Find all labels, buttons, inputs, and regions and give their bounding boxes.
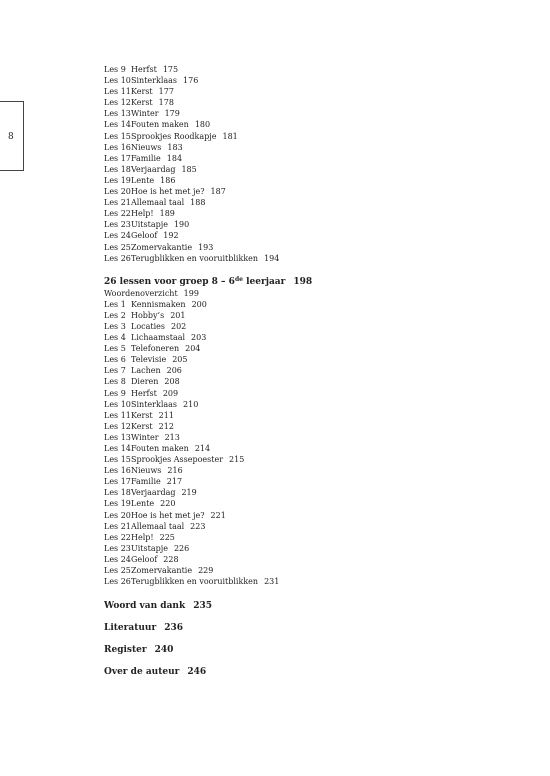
lesson-title: Terugblikken en vooruitblikken — [131, 253, 259, 263]
lesson-page: 211 — [158, 410, 174, 420]
lesson-title: Uitstapje — [131, 220, 168, 230]
lesson-page: 179 — [164, 109, 180, 119]
lesson-number: Les 10 — [104, 399, 131, 409]
lesson-title: Fouten maken — [131, 120, 189, 130]
end-section-entry — [104, 622, 312, 634]
lesson-entry — [104, 476, 312, 487]
lesson-number: Les 13 — [104, 432, 131, 442]
lesson-number: Les 25 — [104, 566, 131, 576]
lesson-list-part-2 — [104, 299, 312, 587]
lesson-title: Locaties — [131, 321, 165, 331]
lesson-title: Kerst — [131, 87, 153, 97]
lesson-title: Hobby’s — [131, 310, 165, 320]
lesson-number: Les 1 — [104, 299, 126, 309]
lesson-page: 184 — [166, 153, 183, 163]
lesson-entry — [104, 521, 312, 532]
lesson-entry — [104, 108, 312, 119]
lesson-title: Geloof — [131, 231, 158, 241]
lesson-title: Sprookjes Roodkapje — [131, 131, 217, 141]
lesson-page: 200 — [191, 299, 207, 309]
lesson-page: 188 — [190, 198, 206, 208]
lesson-entry — [104, 197, 312, 208]
lesson-number: Les 5 — [104, 344, 126, 354]
lesson-entry — [104, 86, 312, 97]
lesson-entry — [104, 410, 312, 421]
lesson-page: 215 — [229, 455, 245, 465]
lesson-entry — [104, 142, 312, 153]
lesson-number: Les 25 — [104, 242, 131, 252]
lesson-page: 212 — [158, 421, 174, 431]
lesson-title: Help! — [131, 532, 154, 542]
lesson-entry — [104, 576, 312, 587]
word-overview-title: Woordenoverzicht — [104, 288, 178, 298]
lesson-title: Lachen — [131, 366, 161, 376]
lesson-entry — [104, 343, 312, 354]
end-section-page: 235 — [193, 601, 212, 612]
lesson-page: 187 — [210, 187, 226, 197]
lesson-page: 225 — [159, 532, 175, 542]
lesson-number: Les 11 — [104, 410, 131, 420]
lesson-number: Les 9 — [104, 388, 126, 398]
lesson-number: Les 3 — [104, 321, 126, 331]
lesson-title: Lente — [131, 175, 155, 185]
section-heading-text: 26 lessen voor groep 8 – 6 — [104, 276, 235, 287]
lesson-number: Les 24 — [104, 554, 131, 564]
lesson-number: Les 7 — [104, 366, 126, 376]
lesson-entry — [104, 421, 312, 432]
end-section-entry — [104, 644, 312, 656]
lesson-number: Les 9 — [104, 65, 126, 74]
lesson-title: Sinterklaas — [131, 399, 178, 409]
lesson-page: 208 — [164, 377, 180, 387]
lesson-entry — [104, 75, 312, 86]
lesson-title: Terugblikken en vooruitblikken — [131, 577, 259, 587]
lesson-title: Zomervakantie — [131, 566, 193, 576]
lesson-number: Les 23 — [104, 543, 131, 553]
lesson-page: 176 — [183, 76, 199, 86]
lesson-title: Uitstapje — [131, 543, 168, 553]
lesson-number: Les 14 — [104, 120, 131, 130]
end-sections-list — [104, 600, 312, 678]
lesson-entry — [104, 253, 312, 264]
end-section-page: 240 — [154, 645, 174, 656]
lesson-entry — [104, 175, 312, 186]
lesson-title: Kerst — [131, 98, 153, 108]
lesson-page: 223 — [190, 521, 206, 531]
lesson-title: Nieuws — [131, 142, 162, 152]
lesson-page: 194 — [264, 253, 280, 263]
lesson-entry — [104, 230, 312, 241]
lesson-number: Les 4 — [104, 333, 126, 343]
lesson-number: Les 19 — [104, 499, 131, 509]
lesson-entry — [104, 97, 312, 108]
lesson-number: Les 12 — [104, 98, 131, 108]
section-heading-superscript: de — [234, 275, 243, 283]
lesson-title: Nieuws — [131, 466, 162, 476]
lesson-title: Familie — [131, 153, 161, 163]
lesson-title: Fouten maken — [131, 444, 189, 453]
lesson-page: 175 — [162, 65, 179, 74]
lesson-page: 226 — [173, 543, 190, 553]
lesson-number: Les 16 — [104, 142, 131, 152]
lesson-entry — [104, 310, 312, 321]
lesson-number: Les 8 — [104, 377, 126, 387]
lesson-page: 220 — [160, 499, 176, 509]
lesson-entry — [104, 432, 312, 443]
lesson-page: 186 — [160, 175, 176, 185]
lesson-entry — [104, 510, 312, 521]
lesson-number: Les 13 — [104, 109, 131, 119]
lesson-page: 231 — [264, 577, 280, 587]
lesson-number: Les 22 — [104, 532, 131, 542]
end-section-entry — [104, 666, 312, 678]
lesson-number: Les 18 — [104, 488, 131, 498]
lesson-number: Les 23 — [104, 220, 131, 230]
lesson-page: 178 — [158, 98, 174, 108]
lesson-entry — [104, 186, 312, 197]
lesson-title: Winter — [131, 432, 159, 442]
lesson-entry — [104, 219, 312, 230]
lesson-entry — [104, 354, 312, 365]
lesson-page: 210 — [183, 399, 199, 409]
lesson-entry — [104, 365, 312, 376]
lesson-title: Allemaal taal — [131, 198, 185, 208]
lesson-page: 221 — [210, 510, 226, 520]
lesson-number: Les 21 — [104, 198, 131, 208]
lesson-title: Sprookjes Assepoester — [131, 455, 224, 465]
lesson-entry — [104, 299, 312, 310]
lesson-page: 183 — [167, 142, 183, 152]
lesson-entry — [104, 119, 312, 130]
lesson-page: 181 — [222, 131, 238, 141]
lesson-entry — [104, 376, 312, 387]
lesson-page: 209 — [162, 388, 179, 398]
end-section-page: 236 — [164, 623, 183, 634]
lesson-title: Help! — [131, 209, 154, 219]
lesson-entry — [104, 153, 312, 164]
lesson-title: Televisie — [131, 355, 167, 365]
lesson-title: Verjaardag — [131, 164, 176, 174]
lesson-title: Kerst — [131, 410, 153, 420]
lesson-page: 219 — [181, 488, 197, 498]
lesson-entry — [104, 131, 312, 142]
lesson-page: 203 — [191, 333, 207, 343]
lesson-number: Les 19 — [104, 175, 131, 185]
section-heading-groep-8 — [104, 276, 312, 288]
page-number: 8 — [8, 132, 14, 142]
lesson-entry — [104, 164, 312, 175]
lesson-page: 217 — [166, 477, 183, 487]
lesson-entry — [104, 399, 312, 410]
lesson-entry — [104, 498, 312, 509]
word-overview-entry — [104, 288, 312, 299]
lesson-entry — [104, 532, 312, 543]
lesson-page: 204 — [185, 344, 201, 354]
lesson-entry — [104, 208, 312, 219]
lesson-page: 213 — [164, 432, 180, 442]
lesson-title: Winter — [131, 109, 159, 119]
table-of-contents — [104, 64, 312, 678]
lesson-number: Les 12 — [104, 421, 131, 431]
lesson-number: Les 20 — [104, 187, 131, 197]
lesson-entry — [104, 465, 312, 476]
word-overview-page: 199 — [183, 288, 199, 298]
lesson-number: Les 16 — [104, 466, 131, 476]
lesson-page: 214 — [194, 444, 211, 453]
lesson-number: Les 21 — [104, 521, 131, 531]
lesson-page: 190 — [173, 220, 190, 230]
lesson-page: 205 — [172, 355, 188, 365]
lesson-page: 192 — [163, 231, 179, 241]
lesson-title: Verjaardag — [131, 488, 176, 498]
end-section-entry — [104, 600, 312, 612]
lesson-page: 229 — [198, 566, 214, 576]
lesson-number: Les 11 — [104, 87, 131, 97]
lesson-number: Les 2 — [104, 310, 126, 320]
lesson-number: Les 26 — [104, 577, 131, 587]
lesson-entry — [104, 388, 312, 399]
lesson-title: Herfst — [131, 65, 157, 74]
lesson-number: Les 10 — [104, 76, 131, 86]
lesson-page: 185 — [181, 164, 197, 174]
lesson-title: Geloof — [131, 554, 158, 564]
lesson-number: Les 14 — [104, 444, 131, 453]
lesson-entry — [104, 321, 312, 332]
lesson-title: Allemaal taal — [131, 521, 185, 531]
lesson-title: Sinterklaas — [131, 76, 178, 86]
lesson-entry — [104, 443, 312, 454]
lesson-title: Herfst — [131, 388, 157, 398]
lesson-page: 202 — [171, 321, 187, 331]
end-section-page: 246 — [187, 667, 207, 678]
lesson-title: Lichaamstaal — [131, 333, 186, 343]
lesson-title: Kennismaken — [131, 299, 186, 309]
lesson-number: Les 24 — [104, 231, 131, 241]
lesson-number: Les 17 — [104, 477, 131, 487]
lesson-entry — [104, 332, 312, 343]
lesson-entry — [104, 543, 312, 554]
lesson-page: 201 — [170, 310, 186, 320]
lesson-title: Dieren — [131, 377, 159, 387]
lesson-title: Familie — [131, 477, 161, 487]
lesson-title: Lente — [131, 499, 155, 509]
end-section-title: Over de auteur — [104, 667, 180, 678]
lesson-page: 193 — [198, 242, 214, 252]
lesson-title: Telefoneren — [131, 344, 180, 354]
lesson-number: Les 18 — [104, 164, 131, 174]
lesson-entry — [104, 565, 312, 576]
lesson-number: Les 6 — [104, 355, 126, 365]
lesson-number: Les 17 — [104, 153, 131, 163]
lesson-page: 180 — [194, 120, 211, 130]
lesson-entry — [104, 64, 312, 75]
lesson-list-part-1 — [104, 64, 312, 264]
section-heading-page: 198 — [293, 276, 313, 287]
lesson-number: Les 26 — [104, 253, 131, 263]
lesson-entry — [104, 242, 312, 253]
lesson-number: Les 15 — [104, 455, 131, 465]
lesson-title: Hoe is het met je? — [131, 187, 205, 197]
lesson-page: 189 — [159, 209, 175, 219]
end-section-title: Register — [104, 645, 147, 656]
lesson-number: Les 20 — [104, 510, 131, 520]
lesson-page: 206 — [166, 366, 182, 376]
lesson-page: 177 — [158, 87, 174, 97]
lesson-number: Les 15 — [104, 131, 131, 141]
lesson-title: Kerst — [131, 421, 153, 431]
lesson-entry — [104, 454, 312, 465]
lesson-entry — [104, 554, 312, 565]
lesson-page: 228 — [163, 554, 179, 564]
end-section-title: Literatuur — [104, 623, 157, 634]
section-heading-text-end: leerjaar — [242, 276, 286, 287]
end-section-title: Woord van dank — [104, 601, 186, 612]
lesson-title: Zomervakantie — [131, 242, 193, 252]
lesson-title: Hoe is het met je? — [131, 510, 205, 520]
lesson-entry — [104, 487, 312, 498]
lesson-page: 216 — [167, 466, 183, 476]
lesson-number: Les 22 — [104, 209, 131, 219]
